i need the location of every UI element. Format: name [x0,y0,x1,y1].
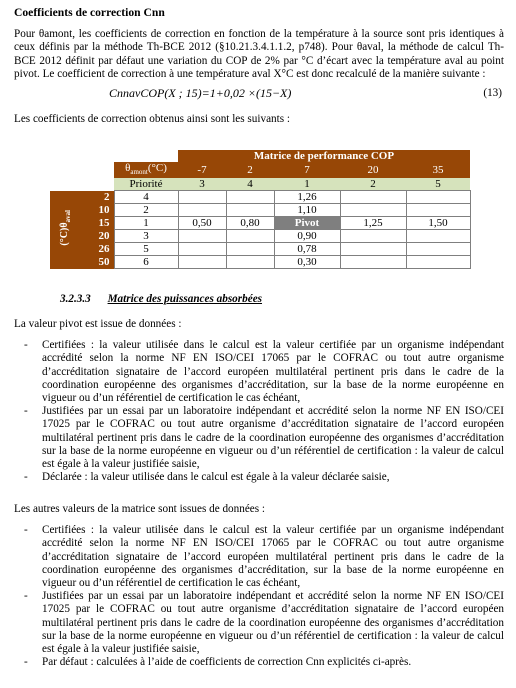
section-title: Coefficients de correction Cnn [14,6,165,19]
row-temp: 50 [82,256,114,269]
column-temp-1: 2 [226,162,274,178]
other-item-text: Justifiées par un essai par un laboratoire indépendant et accrédité selon la norme NF EN ISO/CEI 17025 par le COFRAC ou tout autre organisme d’accréditation signataire de l’accord européen multilatéral pertinent pris dans le cadre de la coordination européenne des organismes d’accréditation sur la base de la norme européenne en vigueur ou d’un référentiel de certification : la valeur de calcul est égale à la valeur justifiée saisie, [42,590,504,656]
table-cell [406,256,470,269]
pivot-item-text: Certifiées : la valeur utilisée dans le calcul est la valeur certifiée par un organisme indépendant accrédité selon la norme NF EN ISO/CEI 17065 par le COFRAC ou tout autre organisme d’accréditation signataire de l’accord européen multilatéral pertinent pris dans le cadre de la coordination européenne des organismes d’accréditation, sur la base de la norme européenne en vigueur ou d’un référentiel de certification le cas échéant, [42,339,504,405]
table-cell: 0,78 [274,243,340,256]
column-temp-3: 20 [340,162,406,178]
table-cell [226,191,274,204]
pivot-cell: Pivot [274,217,340,230]
table-intro: Les coefficients de correction obtenus ainsi sont les suivants : [14,113,290,126]
column-temp-2: 7 [274,162,340,178]
formula-number: (13) [483,87,502,100]
table-cell [340,243,406,256]
other-list [14,524,504,669]
intro-paragraph: Pour θamont, les coefficients de correction en fonction de la température à la source sont pris identiques à ceux définis par la méthode Th-BCE 2012 (§10.21.3.4.1.1.2, p748). Pour θaval, la méthode de calcul Th-BCE 2012 définit par défaut une variation du COP de 2% par °C d’écart avec la température aval au point pivot. Le coefficient de correction à une température aval X°C est donc recalculé de la manière suivante : [14,28,504,80]
document-page [14,6,504,132]
table-cell [340,191,406,204]
table-cell: 1,50 [406,217,470,230]
row-priority: 1 [114,217,178,230]
pivot-item [14,471,504,484]
column-priority-0: 3 [178,178,226,191]
row-priority: 3 [114,230,178,243]
correction-table [50,150,471,269]
row-temp: 15 [82,217,114,230]
table-cell [226,204,274,217]
dash-bullet: - [24,656,28,669]
table-cell: 1,26 [274,191,340,204]
table-row [50,256,470,269]
table-cell [340,230,406,243]
subsection-number: 3.2.3.3 [60,293,91,305]
pivot-intro: La valeur pivot est issue de données : [14,318,182,330]
formula: CnnavCOP(X ; 15)=1+0,02 ×(15−X) [109,86,292,101]
other-item-text: Certifiées : la valeur utilisée dans le calcul est la valeur certifiée par un organisme indépendant accrédité selon la norme NF EN ISO/CEI 17065 par le COFRAC ou tout autre organisme d’accréditation signataire de l’accord européen multilatéral pertinent pris dans le cadre de la coordination européenne des organismes d’accréditation, sur la base de la norme européenne en vigueur ou d’un référentiel de certification le cas échéant, [42,524,504,590]
other-item-text: Par défaut : calculées à l’aide de coefficients de correction Cnn explicités ci-après. [42,656,412,669]
empty-cell [50,178,114,191]
table-row [50,191,470,204]
row-priority: 5 [114,243,178,256]
table-cell [178,230,226,243]
table-cell: 0,50 [178,217,226,230]
row-temp: 26 [82,243,114,256]
subsection-title: Matrice des puissances absorbées [107,293,263,305]
table-row [50,217,470,230]
table-cell: 1,25 [340,217,406,230]
column-priority-1: 4 [226,178,274,191]
side-label [50,191,82,269]
row-temp: 20 [82,230,114,243]
formula-line [14,87,504,105]
table-cell [178,204,226,217]
subsection-heading [60,293,262,306]
row-temp: 2 [82,191,114,204]
table-cell [406,243,470,256]
other-block [14,503,504,669]
table-cell: 0,90 [274,230,340,243]
row-header-label: $\theta_{amont}(^\circ C)$ [114,162,178,178]
pivot-item-text: Déclarée : la valeur utilisée dans le calcul est égale à la valeur déclarée saisie, [42,471,390,484]
table-cell [406,191,470,204]
dash-bullet: - [24,524,28,537]
table-row [50,230,470,243]
dash-bullet: - [24,590,28,603]
table-cell [406,230,470,243]
table-cell [340,204,406,217]
empty-cell [50,162,114,178]
table-cell [178,256,226,269]
pivot-item-text: Justifiées par un essai par un laboratoire indépendant et accrédité selon la norme NF EN ISO/CEI 17025 par le COFRAC ou tout autre organisme d’accréditation signataire de l’accord européen multilatéral pertinent pris dans le cadre de la coordination européenne des organismes d’accréditation sur la base de la norme européenne en vigueur ou d’un référentiel de certification : la valeur de calcul est égale à la valeur justifiée saisie, [42,405,504,471]
other-item [14,656,504,669]
table-cell [226,230,274,243]
table-cell: 0,80 [226,217,274,230]
other-intro: Les autres valeurs de la matrice sont issues de données : [14,503,266,515]
row-priority: 6 [114,256,178,269]
pivot-list [14,339,504,484]
table-row [50,243,470,256]
column-priority-2: 1 [274,178,340,191]
table-cell: 0,30 [274,256,340,269]
matrix-title: Matrice de performance COP [178,150,470,162]
table-cell [406,204,470,217]
column-temp-0: -7 [178,162,226,178]
dash-bullet: - [24,405,28,418]
side-label-text: $(^\circ C)\theta_{aval}$ [58,210,72,246]
row-priority: 2 [114,204,178,217]
dash-bullet: - [24,339,28,352]
table-cell [226,256,274,269]
table-cell [178,243,226,256]
column-priority-4: 5 [406,178,470,191]
other-item [14,524,504,590]
table-cell [340,256,406,269]
pivot-item [14,405,504,471]
empty-cell [50,150,178,162]
table-cell [226,243,274,256]
row-priority: 4 [114,191,178,204]
dash-bullet: - [24,471,28,484]
row-temp: 10 [82,204,114,217]
pivot-item [14,339,504,405]
priority-label: Priorité [114,178,178,191]
table-cell [178,191,226,204]
column-priority-3: 2 [340,178,406,191]
column-temp-4: 35 [406,162,470,178]
table-cell: 1,10 [274,204,340,217]
pivot-block [14,318,504,484]
other-item [14,590,504,656]
table-row [50,204,470,217]
